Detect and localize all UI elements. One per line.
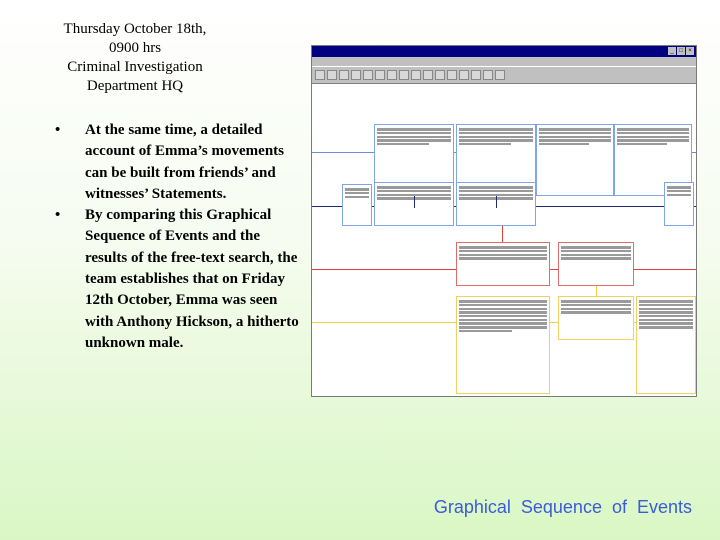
toolbar-button-icon[interactable] bbox=[399, 70, 409, 80]
toolbar-button-icon[interactable] bbox=[435, 70, 445, 80]
app-title-bar bbox=[312, 46, 696, 57]
toolbar-button-icon[interactable] bbox=[447, 70, 457, 80]
slide-header bbox=[30, 20, 240, 96]
bullet-symbol: • bbox=[55, 122, 61, 138]
event-card[interactable] bbox=[558, 296, 634, 340]
toolbar-button-icon[interactable] bbox=[339, 70, 349, 80]
event-card[interactable] bbox=[342, 184, 372, 226]
toolbar-button-icon[interactable] bbox=[363, 70, 373, 80]
sequence-canvas[interactable] bbox=[312, 84, 696, 396]
event-card[interactable] bbox=[456, 242, 550, 286]
maximize-icon[interactable]: □ bbox=[677, 47, 685, 55]
bullet-item bbox=[55, 120, 300, 205]
bullet-item bbox=[55, 205, 300, 354]
header-line-department: Criminal Investigation bbox=[67, 59, 203, 75]
event-card[interactable] bbox=[664, 182, 694, 226]
toolbar-button-icon[interactable] bbox=[387, 70, 397, 80]
event-card[interactable] bbox=[536, 124, 614, 196]
bullet-text: At the same time, a detailed account of Emma’s movements can be built from friends’ and witnesses’ Statements. bbox=[85, 122, 284, 202]
header-line-time: 0900 hrs bbox=[108, 40, 162, 56]
close-icon[interactable]: × bbox=[686, 47, 694, 55]
bullet-symbol: • bbox=[55, 207, 61, 224]
slide-caption: Graphical Sequence of Events bbox=[433, 497, 692, 517]
header-line-date: Thursday October 18th, bbox=[63, 21, 207, 37]
toolbar-button-icon[interactable] bbox=[315, 70, 325, 80]
bullet-text: By comparing this Graphical Sequence of Events and the results of the free-text search, the team establishes that on Friday 12th October, Emma was seen with Anthony Hickson, a hitherto unknown male. bbox=[85, 207, 299, 351]
event-card[interactable] bbox=[636, 296, 696, 394]
toolbar-button-icon[interactable] bbox=[471, 70, 481, 80]
header-line-location: Department HQ bbox=[86, 78, 184, 94]
toolbar-button-icon[interactable] bbox=[411, 70, 421, 80]
toolbar-button-icon[interactable] bbox=[423, 70, 433, 80]
app-menu-bar[interactable] bbox=[312, 57, 696, 66]
toolbar-button-icon[interactable] bbox=[375, 70, 385, 80]
card-connector bbox=[496, 196, 497, 208]
toolbar-button-icon[interactable] bbox=[351, 70, 361, 80]
toolbar-button-icon[interactable] bbox=[495, 70, 505, 80]
bullet-list bbox=[55, 120, 300, 354]
embedded-app-window bbox=[311, 45, 697, 397]
toolbar-button-icon[interactable] bbox=[483, 70, 493, 80]
card-connector bbox=[414, 196, 415, 208]
event-card[interactable] bbox=[558, 242, 634, 286]
toolbar-button-icon[interactable] bbox=[327, 70, 337, 80]
app-toolbar bbox=[312, 66, 696, 84]
minimize-icon[interactable]: _ bbox=[668, 47, 676, 55]
event-card[interactable] bbox=[456, 296, 550, 394]
card-connector bbox=[596, 286, 597, 296]
card-connector bbox=[502, 226, 503, 242]
window-controls bbox=[668, 47, 694, 55]
toolbar-button-icon[interactable] bbox=[459, 70, 469, 80]
